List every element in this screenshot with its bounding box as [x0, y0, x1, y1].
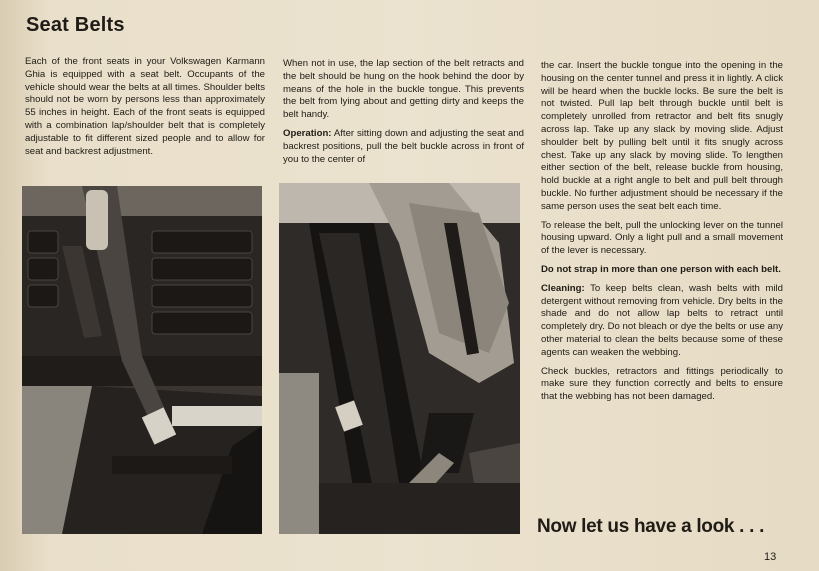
text-column-1 — [25, 56, 265, 164]
intro-paragraph: Each of the front seats in your Volkswagen Karmann Ghia is equipped with a seat belt. Occupants of the vehicle should wear the belts at all times. Shoulder belts should not be worn by persons less than approximately 55 inches in height. Each of the front seats is equipped with a combination lap/shoulder belt that is completely adjustable to fit different sized people and to allow for seat and backrest adjustment. — [25, 56, 265, 157]
page-number: 13 — [764, 551, 777, 563]
operation-label: Operation: — [283, 127, 332, 139]
warning-paragraph: Do not strap in more than one person with each belt. — [541, 263, 781, 275]
release-paragraph: To release the belt, pull the unlocking lever on the tunnel housing upward. Only a light pull and a small movement of the lever is necessary. — [541, 219, 783, 257]
cleaning-text: To keep belts clean, wash belts with mild detergent without removing from vehicle. Dry belts in the shade and do not allow lap belts to retract until completely dry. Do not bleach or dye the belts or use any other material to clean the belts because some of these agents can weaken the webbing. — [541, 282, 783, 358]
text-column-2 — [283, 58, 524, 172]
cleaning-paragraph — [541, 283, 783, 360]
photo-door-belt — [22, 186, 262, 534]
storage-paragraph: When not in use, the lap section of the belt retracts and the belt should be hung on the hook behind the door by means of the hole in the buckle tongue. This prevents the belt from lying about and getting dirty and keeps the belt handy. — [283, 58, 524, 121]
buckle-paragraph: the car. Insert the buckle tongue into the opening in the housing on the center tunnel and press it in lightly. A click will be heard when the buckle locks. Be sure the belt is not twisted. Pull lap belt through buckle until belt is completely unrolled from retractor and belt fits snugly across lap. Take up any slack by moving slide. Adjust shoulder belt by pulling belt until it fits snugly across chest. Take up any slack by moving slide. To lengthen either section of the belt, release buckle from housing, hold buckle at a right angle to belt and pull belt through buckle. No further adjustment should be necessary if the same person uses the seat belt each time. — [541, 60, 783, 212]
cleaning-label: Cleaning: — [541, 282, 585, 294]
inspection-paragraph: Check buckles, retractors and fittings periodically to make sure they function correctly and belts to ensure that the webbing has not been damaged. — [541, 365, 783, 403]
operation-text: After sitting down and adjusting the seat and backrest positions, pull the belt buckle across in front of you to the center of — [283, 127, 524, 165]
page-title: Seat Belts — [26, 14, 125, 36]
closing-line: Now let us have a look . . . — [537, 516, 765, 537]
text-column-3 — [541, 60, 783, 410]
photo-seat-occupant — [279, 183, 520, 534]
operation-paragraph — [283, 128, 524, 166]
